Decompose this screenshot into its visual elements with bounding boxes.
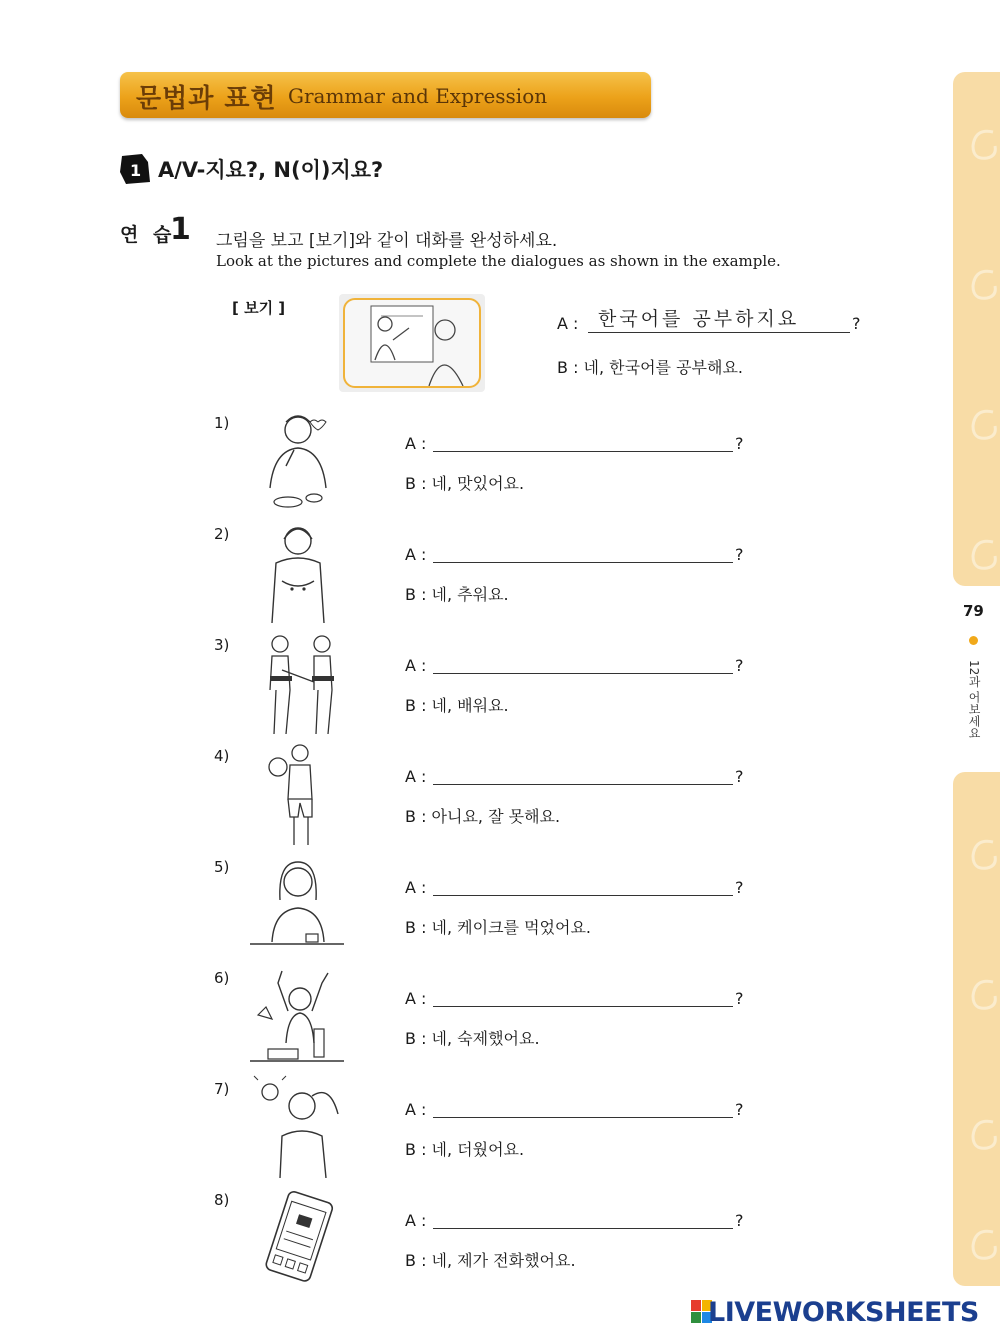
list-item xyxy=(0,636,1000,748)
exercise-label: 연 습 xyxy=(120,224,176,246)
item-number: 7) xyxy=(214,1080,230,1098)
item-b-response: B : 네, 추워요. xyxy=(405,585,509,604)
list-item xyxy=(0,747,1000,859)
list-item xyxy=(0,969,1000,1081)
answer-input-line[interactable] xyxy=(433,1228,733,1229)
answer-input-line[interactable] xyxy=(433,784,733,785)
example-a-prefix: A : xyxy=(557,314,579,333)
item-question-mark: ? xyxy=(735,767,744,786)
answer-input-line[interactable] xyxy=(433,895,733,896)
item-number: 2) xyxy=(214,525,230,543)
item-question-mark: ? xyxy=(735,1211,744,1230)
item-question-mark: ? xyxy=(735,878,744,897)
example-illustration xyxy=(339,294,485,392)
cloud-pattern-icon xyxy=(953,772,1000,1286)
answer-input-line[interactable] xyxy=(433,1117,733,1118)
exercise-number: 1 xyxy=(170,212,191,247)
woman-eating-cake-illustration xyxy=(248,852,348,956)
page-number: 79 xyxy=(963,602,984,620)
example-b-response: B : 네, 한국어를 공부해요. xyxy=(557,358,743,377)
answer-input-line[interactable] xyxy=(433,673,733,674)
item-a-prefix: A : xyxy=(405,656,427,675)
answer-input-line[interactable] xyxy=(433,451,733,452)
item-a-prefix: A : xyxy=(405,878,427,897)
answer-input-line[interactable] xyxy=(433,1006,733,1007)
section-banner xyxy=(120,72,651,118)
side-tab-bottom xyxy=(953,772,1000,1286)
item-question-mark: ? xyxy=(735,989,744,1008)
item-a-prefix: A : xyxy=(405,767,427,786)
grammar-bullet-icon xyxy=(118,152,152,186)
example-answer-line xyxy=(588,332,850,333)
item-a-prefix: A : xyxy=(405,989,427,1008)
cold-person-illustration xyxy=(248,519,348,623)
page-dot xyxy=(969,636,978,645)
missed-call-phone-illustration xyxy=(248,1185,348,1289)
item-b-response: B : 네, 케이크를 먹었어요. xyxy=(405,918,591,937)
item-a-prefix: A : xyxy=(405,545,427,564)
banner-title-korean: 문법과 표현 xyxy=(136,84,277,114)
list-item xyxy=(0,525,1000,637)
item-a-prefix: A : xyxy=(405,434,427,453)
side-tab-top xyxy=(953,72,1000,586)
item-number: 1) xyxy=(214,414,230,432)
list-item xyxy=(0,858,1000,970)
item-b-response: B : 네, 더웠어요. xyxy=(405,1140,525,1159)
finished-homework-illustration xyxy=(248,963,348,1067)
instruction-korean: 그림을 보고 [보기]와 같이 대화를 완성하세요. xyxy=(216,231,558,251)
item-b-response: B : 네, 제가 전화했어요. xyxy=(405,1251,576,1270)
soccer-player-illustration xyxy=(248,741,348,845)
item-b-response: B : 네, 숙제했어요. xyxy=(405,1029,540,1048)
item-question-mark: ? xyxy=(735,434,744,453)
eating-man-illustration xyxy=(248,408,348,512)
example-question-mark: ? xyxy=(852,314,861,333)
list-item xyxy=(0,1191,1000,1303)
item-question-mark: ? xyxy=(735,656,744,675)
svg-text:1: 1 xyxy=(130,161,142,180)
list-item xyxy=(0,414,1000,526)
item-b-response: B : 아니요, 잘 못해요. xyxy=(405,807,561,826)
example-answer: 한국어를 공부하지요 xyxy=(598,308,800,330)
teacher-student-illustration xyxy=(345,300,479,386)
hot-weather-illustration xyxy=(248,1074,348,1178)
item-number: 3) xyxy=(214,636,230,654)
item-number: 5) xyxy=(214,858,230,876)
item-number: 6) xyxy=(214,969,230,987)
grammar-point-title: A/V-지요?, N(이)지요? xyxy=(158,158,384,182)
item-question-mark: ? xyxy=(735,1100,744,1119)
logo-wordmark: LIVEWORKSHEETS xyxy=(708,1297,979,1328)
item-a-prefix: A : xyxy=(405,1211,427,1230)
item-number: 8) xyxy=(214,1191,230,1209)
item-b-response: B : 네, 맛있어요. xyxy=(405,474,525,493)
instruction-english: Look at the pictures and complete the dialogues as shown in the example. xyxy=(216,252,781,270)
banner-title-english: Grammar and Expression xyxy=(288,84,548,108)
answer-input-line[interactable] xyxy=(433,562,733,563)
example-tag: [ 보기 ] xyxy=(232,299,286,317)
taekwondo-illustration xyxy=(248,630,348,734)
list-item xyxy=(0,1080,1000,1192)
item-b-response: B : 네, 배워요. xyxy=(405,696,509,715)
item-number: 4) xyxy=(214,747,230,765)
item-a-prefix: A : xyxy=(405,1100,427,1119)
cloud-pattern-icon xyxy=(953,72,1000,586)
chapter-label: 12과 어보세요 xyxy=(967,660,981,740)
item-question-mark: ? xyxy=(735,545,744,564)
